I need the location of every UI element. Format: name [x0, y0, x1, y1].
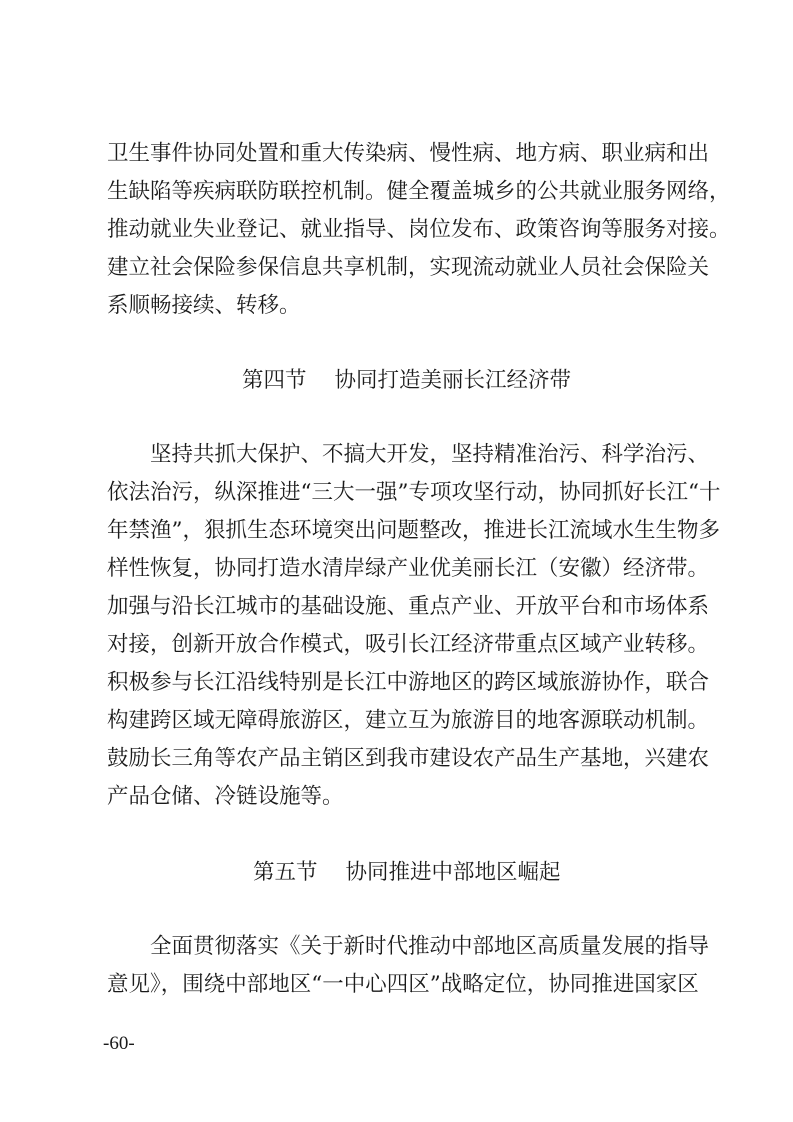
section-number: 第五节 — [253, 860, 318, 885]
body-line: 样性恢复，协同打造水清岸绿产业优美丽长江（安徽）经济带。 — [107, 556, 710, 581]
page-number: -60- — [103, 1033, 135, 1054]
body-line: 鼓励长三角等农产品主销区到我市建设农产品生产基地，兴建农 — [107, 746, 710, 771]
body-line: 全面贯彻落实《关于新时代推动中部地区高质量发展的指导 — [150, 934, 710, 959]
section-title: 协同打造美丽长江经济带 — [334, 368, 572, 393]
body-line: 建立社会保险参保信息共享机制，实现流动就业人员社会保险关 — [107, 255, 710, 280]
body-line: 对接，创新开放合作模式，吸引长江经济带重点区域产业转移。 — [107, 632, 710, 657]
body-line: 年禁渔”，狠抓生态环境突出问题整改，推进长江流域水生生物多 — [107, 518, 720, 543]
body-line: 意见》，围绕中部地区“一中心四区”战略定位，协同推进国家区 — [107, 972, 699, 997]
section-heading — [253, 855, 561, 891]
body-line: 依法治污，纵深推进“三大一强”专项攻坚行动，协同抓好长江“十 — [107, 480, 721, 505]
body-line: 加强与沿长江城市的基础设施、重点产业、开放平台和市场体系 — [107, 594, 710, 619]
section-title: 协同推进中部地区崛起 — [345, 860, 561, 885]
body-line: 生缺陷等疾病联防联控机制。健全覆盖城乡的公共就业服务网络， — [107, 179, 731, 204]
body-line: 产品仓储、冷链设施等。 — [107, 784, 344, 809]
section-number: 第四节 — [242, 368, 307, 393]
body-line: 系顺畅接续、转移。 — [107, 293, 301, 318]
body-line: 积极参与长江沿线特别是长江中游地区的跨区域旅游协作，联合 — [107, 670, 710, 695]
body-line: 推动就业失业登记、就业指导、岗位发布、政策咨询等服务对接。 — [107, 217, 731, 242]
body-line: 构建跨区域无障碍旅游区，建立互为旅游目的地客源联动机制。 — [107, 708, 710, 733]
body-line: 坚持共抓大保护、不搞大开发，坚持精准治污、科学治污、 — [150, 442, 710, 467]
body-line: 卫生事件协同处置和重大传染病、慢性病、地方病、职业病和出 — [107, 141, 710, 166]
section-heading — [242, 363, 571, 399]
